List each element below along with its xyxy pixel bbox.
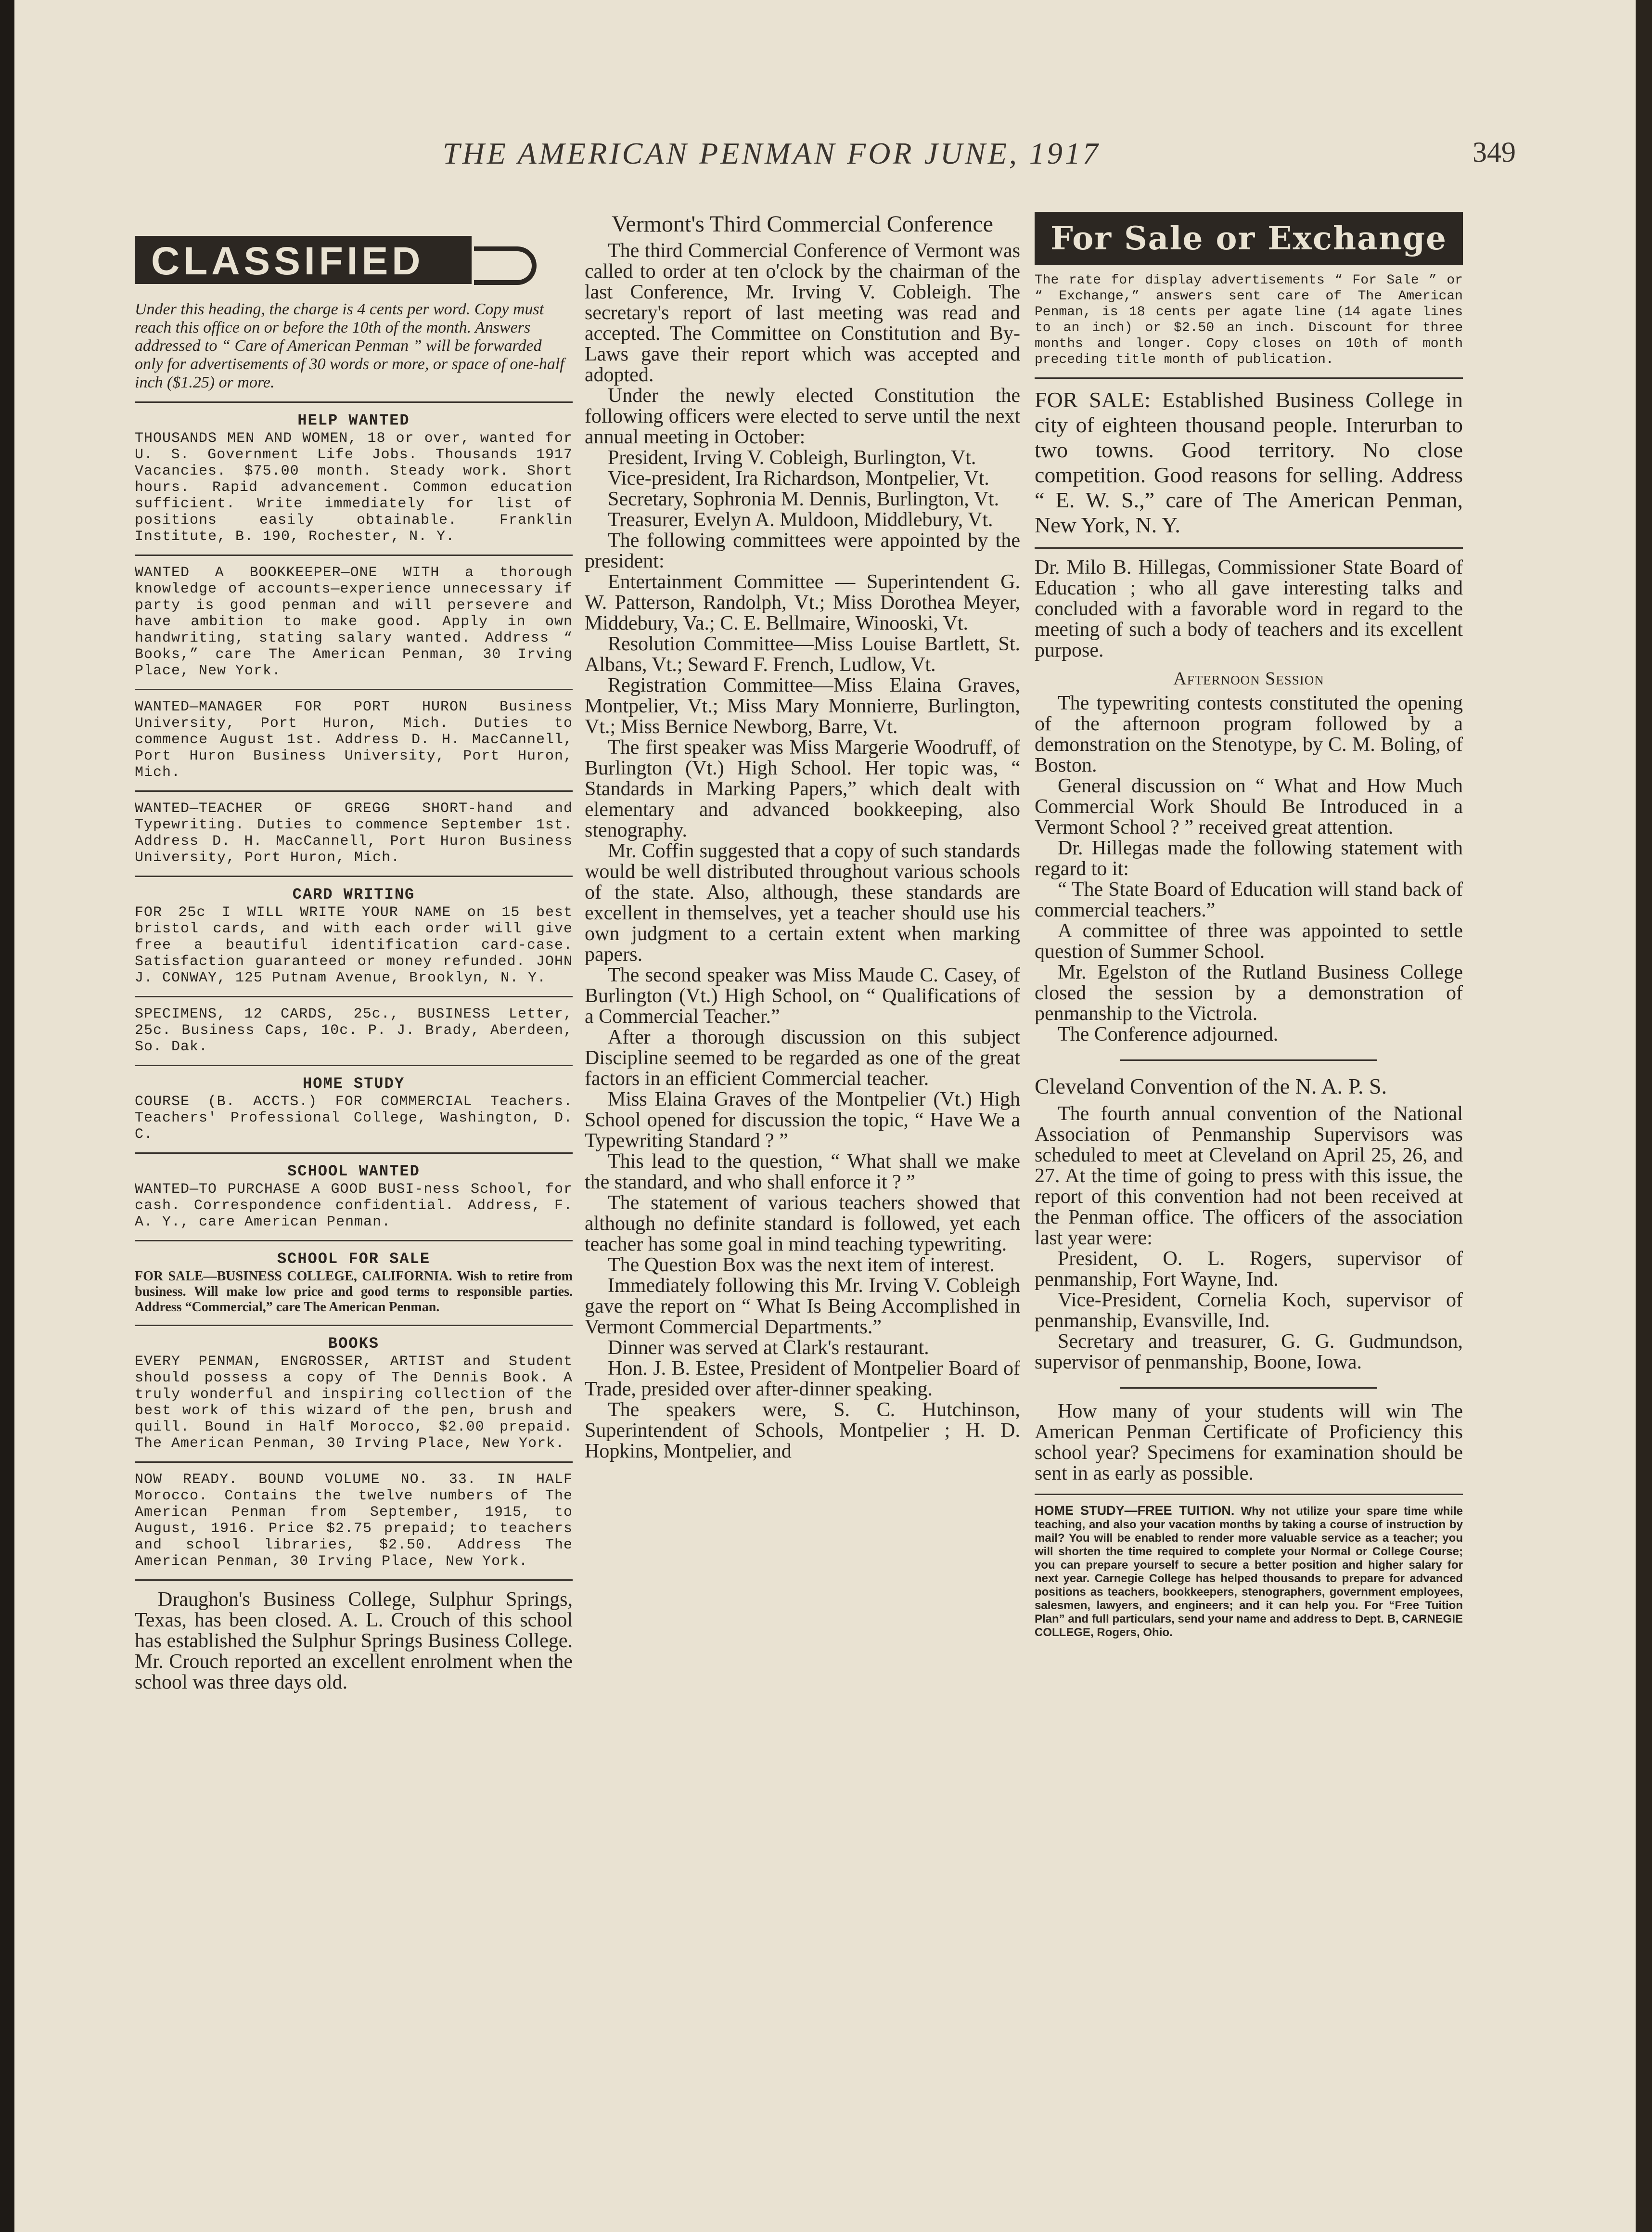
classified-ad: WANTED—MANAGER FOR PORT HURON Business University, Port Huron, Mich. Duties to commence August 1st. Address D. H. MacCannell, Port Huron Business University, Port Huron, Mich. xyxy=(135,699,573,781)
category-heading-help-wanted: HELP WANTED xyxy=(297,412,410,429)
paragraph: Dinner was served at Clark's restaurant. xyxy=(608,1337,929,1359)
classified-ad: WANTED—TO PURCHASE A GOOD BUSI-ness School, for cash. Correspondence confidential. Address, F. A. Y., care American Penman. xyxy=(135,1181,573,1230)
vermont-article-body xyxy=(585,241,1020,1462)
scroll-ornament-icon xyxy=(474,246,537,285)
paragraph: Secretary, Sophronia M. Dennis, Burlington, Vt. xyxy=(608,488,999,510)
paragraph: Treasurer, Evelyn A. Muldoon, Middlebury, Vt. xyxy=(608,509,993,531)
paragraph: “ The State Board of Education will stand back of commercial teachers.” xyxy=(1035,878,1463,921)
carnegie-ad xyxy=(1035,1504,1463,1639)
paragraph: Mr. Coffin suggested that a copy of such standards would be well distributed throughout various schools of the state. Also, although, these standards are excellent in themselves, yet a teacher should use his own judgment to a certain extent when marking papers. xyxy=(585,840,1020,966)
category-heading-card-writing: CARD WRITING xyxy=(292,886,415,903)
paragraph: Miss Elaina Graves of the Montpelier (Vt.) High School opened for discussion the topic, “ Have We a Typewriting Standard ? ” xyxy=(585,1088,1020,1152)
category-heading-school-for-sale: SCHOOL FOR SALE xyxy=(277,1250,431,1268)
certificate-note: How many of your students will win The American Penman Certificate of Proficiency this school year? Specimens for examination should be sent in as early as possible. xyxy=(1035,1400,1463,1484)
classified-banner-text: CLASSIFIED xyxy=(151,239,424,283)
paragraph: President, Irving V. Cobleigh, Burlington, Vt. xyxy=(608,447,976,469)
paragraph: Vice-president, Ira Richardson, Montpelier, Vt. xyxy=(608,467,989,490)
classified-ad: WANTED A BOOKKEEPER—ONE WITH a thorough knowledge of accounts—experience unnecessary if party is good penman and will persevere and have ambition to make good. Apply in own handwriting, stating salary wanted. Address “ Books,” care The American Penman, 30 Irving Place, New York. xyxy=(135,565,573,679)
classified-ad: NOW READY. BOUND VOLUME NO. 33. IN HALF Morocco. Contains the twelve numbers of The American Penman from September, 1915, to August, 1916. Price $2.75 prepaid; to teachers and school libraries, $2.50. Address The American Penman, 30 Irving Place, New York. xyxy=(135,1471,573,1570)
paragraph: Mr. Egelston of the Rutland Business College closed the session by a demonstration of penmanship to the Victrola. xyxy=(1035,961,1463,1025)
divider xyxy=(1120,1059,1377,1061)
divider xyxy=(1035,1494,1463,1495)
page-edge xyxy=(1636,0,1652,2232)
classified-intro: Under this heading, the charge is 4 cents per word. Copy must reach this office on or before the 10th of the month. Answers addressed to “ Care of American Penman ” will be forwarded only for advertisements of 30 words or more, or space of one-half inch ($1.25) or more. xyxy=(135,300,564,391)
paragraph: The first speaker was Miss Margerie Woodruff, of Burlington (Vt.) High School. Her topic was, “ Standards in Marking Papers,” which dealt with elementary and advanced bookkeeping, also stenography. xyxy=(585,736,1020,841)
divider xyxy=(1120,1387,1377,1389)
divider xyxy=(135,1325,573,1326)
page-number: 349 xyxy=(1473,136,1516,168)
category-heading-home-study: HOME STUDY xyxy=(302,1075,405,1093)
classified-ad: EVERY PENMAN, ENGROSSER, ARTIST and Student should possess a copy of The Dennis Book. A truly wonderful and inspiring collection of the best work of this wizard of the pen, brush and quill. Bound in Half Morocco, $2.00 prepaid. The American Penman, 30 Irving Place, New York. xyxy=(135,1354,573,1452)
for-sale-banner xyxy=(1035,212,1463,265)
paragraph: Dr. Hillegas made the following statement with regard to it: xyxy=(1035,837,1463,880)
carnegie-ad-text: Why not utilize your spare time while teaching, and also your vacation months by taking a course of instruction by mail? You will be enabled to render more valuable service as a teacher; you will shorten the time required to complete your Normal or College Course; you can prepare yourself to secure a better position and higher salary for next year. Carnegie College has helped thousands to prepare for advanced positions as teachers, bookkeepers, stenographers, government employees, salesmen, lawyers, and engineers; and it can help you. For “Free Tuition Plan” and full particulars, send your name and address to Dept. B, CARNEGIE COLLEGE, Rogers, Ohio. xyxy=(1035,1505,1463,1639)
classified-ad: WANTED—TEACHER OF GREGG SHORT-hand and Typewriting. Duties to commence September 1st. Address D. H. MacCannell, Port Huron Business University, Port Huron, Mich. xyxy=(135,800,573,866)
section-heading: Afternoon Session xyxy=(1173,669,1324,689)
paragraph: The typewriting contests constituted the opening of the afternoon program followed by a demonstration on the Stenotype, by C. M. Boling, of Boston. xyxy=(1035,692,1463,776)
divider xyxy=(135,1579,573,1581)
rate-note: The rate for display advertisements “ For Sale ” or “ Exchange,” answers sent care of The American Penman, is 18 cents per agate line (14 agate lines to an inch) or $2.50 an inch. Discount for three months and longer. Copy closes on 10th of month preceding title month of publication. xyxy=(1035,273,1463,367)
magazine-page xyxy=(14,0,1636,2232)
paragraph: Resolution Committee—Miss Louise Bartlett, St. Albans, Vt.; Seward F. French, Ludlow, Vt. xyxy=(585,633,1020,676)
paragraph: The statement of various teachers showed that although no definite standard is followed, yet each teacher has some goal in mind teaching typewriting. xyxy=(585,1192,1020,1255)
paragraph: Under the newly elected Constitution the following officers were elected to serve until the next annual meeting in October: xyxy=(585,385,1020,448)
paragraph: Hon. J. B. Estee, President of Montpelier Board of Trade, presided over after-dinner speaking. xyxy=(585,1357,1020,1400)
paragraph: The Conference adjourned. xyxy=(1058,1023,1279,1045)
divider xyxy=(1035,547,1463,549)
divider xyxy=(135,1065,573,1066)
divider xyxy=(1035,377,1463,379)
divider xyxy=(135,1152,573,1154)
divider xyxy=(135,1461,573,1463)
paragraph: Dr. Milo B. Hillegas, Commissioner State Board of Education ; who all gave interesting talks and concluded with a favorable word in regard to the meeting of such a body of teachers and its excellent purpose. xyxy=(1035,556,1463,661)
paragraph: A committee of three was appointed to settle question of Summer School. xyxy=(1035,920,1463,963)
paragraph: President, O. L. Rogers, supervisor of penmanship, Fort Wayne, Ind. xyxy=(1035,1248,1463,1290)
carnegie-ad-lead: HOME STUDY—FREE TUITION. xyxy=(1035,1503,1235,1518)
paragraph: The fourth annual convention of the National Association of Penmanship Supervisors was scheduled to meet at Cleveland on April 25, 26, and 27. At the time of going to press with this issue, the report of this convention had not been received at the Penman office. The officers of the association last year were: xyxy=(1035,1103,1463,1249)
classified-ad: THOUSANDS MEN AND WOMEN, 18 or over, wanted for U. S. Government Life Jobs. Thousands 1917 Vacancies. $75.00 month. Steady work. Short hours. Rapid advancement. Common education sufficient. Write immediately for list of positions easily obtainable. Franklin Institute, B. 190, Rochester, N. Y. xyxy=(135,430,573,545)
paragraph: Secretary and treasurer, G. G. Gudmundson, supervisor of penmanship, Boone, Iowa. xyxy=(1035,1330,1463,1373)
paragraph: This lead to the question, “ What shall we make the standard, and who shall enforce it ? ” xyxy=(585,1150,1020,1193)
classified-ad: SPECIMENS, 12 CARDS, 25c., BUSINESS Letter, 25c. Business Caps, 10c. P. J. Brady, Aberdeen, So. Dak. xyxy=(135,1006,573,1055)
classified-banner xyxy=(135,226,573,294)
classified-banner-plate xyxy=(135,236,472,284)
vermont-column xyxy=(585,212,1020,1462)
paragraph: The speakers were, S. C. Hutchinson, Superintendent of Schools, Montpelier ; H. D. Hopkins, Montpelier, and xyxy=(585,1399,1020,1462)
draughon-note: Draughon's Business College, Sulphur Springs, Texas, has been closed. A. L. Crouch of this school has established the Sulphur Springs Business College. Mr. Crouch reported an excellent enrolment when the school was three days old. xyxy=(135,1588,573,1693)
classified-ad: FOR 25c I WILL WRITE YOUR NAME on 15 best bristol cards, and with each order will give free a beautiful identification card-case. Satisfaction guaranteed or money refunded. JOHN J. CONWAY, 125 Putnam Avenue, Brooklyn, N. Y. xyxy=(135,904,573,986)
paragraph: The second speaker was Miss Maude C. Casey, of Burlington (Vt.) High School, on “ Qualifications of a Commercial Teacher.” xyxy=(585,964,1020,1028)
divider xyxy=(135,790,573,792)
for-sale-banner-text: For Sale or Exchange xyxy=(1050,219,1447,257)
divider xyxy=(135,689,573,690)
category-heading-books: BOOKS xyxy=(328,1335,379,1353)
paragraph: The third Commercial Conference of Vermont was called to order at ten o'clock by the chairman of the last Conference, Mr. Irving V. Cobleigh. The secretary's report of last meeting was read and accepted. The Committee on Constitution and By-Laws gave their report which was accepted and adopted. xyxy=(585,240,1020,386)
classified-column xyxy=(135,212,573,1693)
cleveland-article-body xyxy=(1035,1104,1463,1373)
divider xyxy=(135,996,573,997)
article-title: Vermont's Third Commercial Conference xyxy=(612,211,993,237)
vermont-continued xyxy=(1035,557,1463,1045)
for-sale-ad: FOR SALE: Established Business College in city of eighteen thousand people. Interurban to two towns. Good territory. No close competition. Good reasons for selling. Address “ E. W. S.,” care of The American Penman, New York, N. Y. xyxy=(1035,387,1463,537)
paragraph: Entertainment Committee — Superintendent G. W. Patterson, Randolph, Vt.; Miss Dorothea Meyer, Middebury, Va.; C. E. Bellmaire, Winooski, Vt. xyxy=(585,571,1020,634)
paragraph: Immediately following this Mr. Irving V. Cobleigh gave the report on “ What Is Being Accomplished in Vermont Commercial Departments.” xyxy=(585,1275,1020,1338)
divider xyxy=(135,555,573,556)
paragraph: The following committees were appointed by the president: xyxy=(585,529,1020,572)
paragraph: After a thorough discussion on this subject Discipline seemed to be regarded as one of the great factors in an efficient Commercial teacher. xyxy=(585,1026,1020,1090)
paragraph: General discussion on “ What and How Much Commercial Work Should Be Introduced in a Vermont School ? ” received great attention. xyxy=(1035,775,1463,839)
category-heading-school-wanted: SCHOOL WANTED xyxy=(287,1162,420,1180)
classified-ad: COURSE (B. ACCTS.) FOR COMMERCIAL Teachers. Teachers' Professional College, Washington, D. C. xyxy=(135,1094,573,1143)
article-title: Cleveland Convention of the N. A. P. S. xyxy=(1035,1074,1387,1098)
paragraph: Registration Committee—Miss Elaina Graves, Montpelier, Vt.; Miss Mary Monnierre, Burlington, Vt.; Miss Bernice Newborg, Barre, Vt. xyxy=(585,674,1020,738)
running-header: THE AMERICAN PENMAN FOR JUNE, 1917 xyxy=(443,136,1101,170)
divider xyxy=(135,1240,573,1241)
paragraph: The Question Box was the next item of interest. xyxy=(608,1254,995,1276)
classified-ad: FOR SALE—BUSINESS COLLEGE, CALIFORNIA. Wish to retire from business. Will make low price and good terms to responsible parties. Address “Commercial,” care The American Penman. xyxy=(135,1269,573,1315)
right-column xyxy=(1035,212,1463,1639)
divider xyxy=(135,876,573,877)
divider xyxy=(135,401,573,403)
paragraph: Vice-President, Cornelia Koch, supervisor of penmanship, Evansville, Ind. xyxy=(1035,1289,1463,1332)
